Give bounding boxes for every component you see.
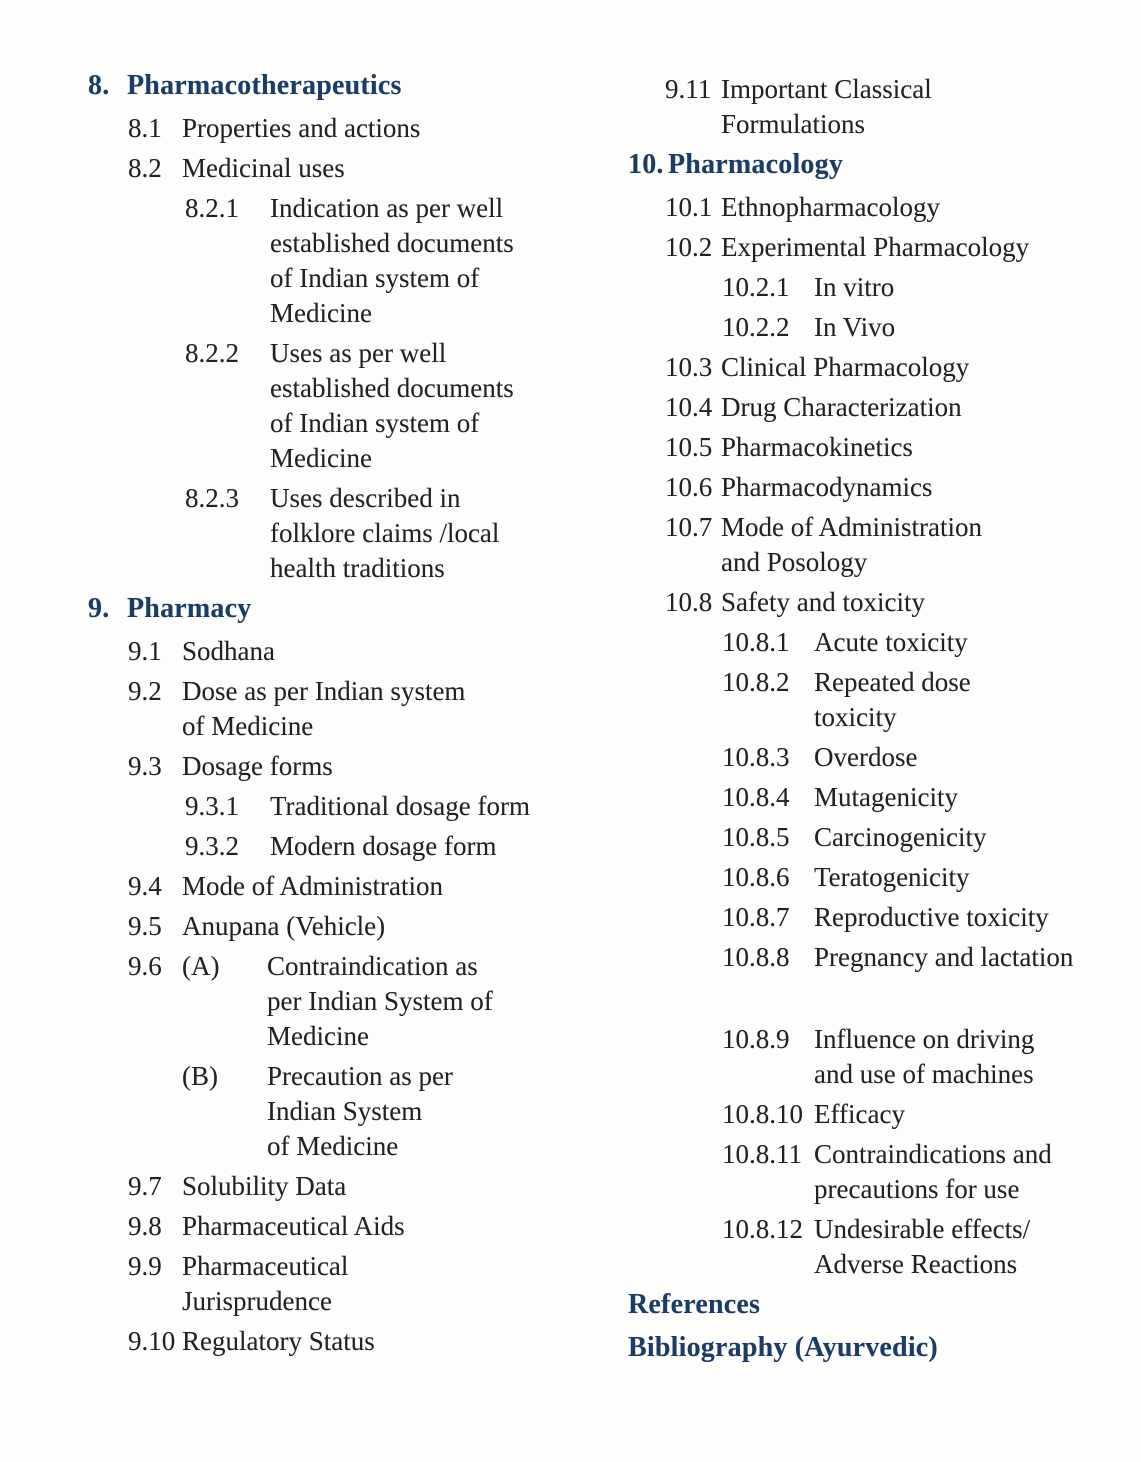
section-title: Pharmacology bbox=[668, 149, 844, 180]
entry-text-line: Drug Characterization bbox=[721, 392, 962, 422]
toc-column-left bbox=[86, 66, 616, 1364]
entry-text-line: Pharmaceutical bbox=[182, 1251, 349, 1281]
entry-number: 9.2 bbox=[128, 676, 162, 706]
toc-entry bbox=[128, 674, 616, 744]
entry-text-line: Formulations bbox=[721, 109, 866, 139]
entry-text-line: Medicine bbox=[270, 443, 372, 473]
entry-text bbox=[814, 740, 1131, 775]
entry-sub-letter: (A) bbox=[182, 951, 220, 981]
entry-number: 10.8.12 bbox=[722, 1214, 803, 1244]
toc-entry bbox=[665, 585, 1131, 620]
entry-text-line: per Indian System of bbox=[267, 986, 493, 1016]
entry-text bbox=[267, 1059, 616, 1164]
entry-text-line: Contraindications and bbox=[814, 1139, 1052, 1169]
entry-number: 10.2.1 bbox=[722, 272, 790, 302]
toc-entry bbox=[665, 390, 1131, 425]
entry-text bbox=[270, 481, 616, 586]
entry-number: 10.8.7 bbox=[722, 902, 790, 932]
entry-text-line: Repeated dose bbox=[814, 667, 971, 697]
toc-section-heading bbox=[628, 1330, 1131, 1366]
toc-entry bbox=[722, 1212, 1131, 1282]
entry-text bbox=[182, 1169, 616, 1204]
entry-number: 9.6 bbox=[128, 951, 162, 981]
entry-text bbox=[182, 111, 616, 146]
entry-text bbox=[721, 350, 1131, 385]
entry-number: 9.3.1 bbox=[185, 791, 239, 821]
entry-text-line: Regulatory Status bbox=[182, 1326, 375, 1356]
entry-text-line: Reproductive toxicity bbox=[814, 902, 1049, 932]
entry-number: 8.2 bbox=[128, 153, 162, 183]
toc-column-right bbox=[626, 72, 1131, 1373]
entry-text-line: health traditions bbox=[270, 553, 445, 583]
toc-entry bbox=[665, 350, 1131, 385]
toc-entry bbox=[128, 634, 616, 669]
toc-entry bbox=[665, 510, 1131, 580]
entry-text bbox=[721, 230, 1131, 265]
entry-text bbox=[182, 1209, 616, 1244]
entry-text-line: Influence on driving bbox=[814, 1024, 1035, 1054]
entry-text-line: Mode of Administration bbox=[721, 512, 982, 542]
entry-text-line: Traditional dosage form bbox=[270, 791, 530, 821]
entry-text-line: of Indian system of bbox=[270, 408, 480, 438]
entry-text-line: Anupana (Vehicle) bbox=[182, 911, 386, 941]
entry-text bbox=[182, 749, 616, 784]
entry-text-line: established documents bbox=[270, 228, 514, 258]
entry-text bbox=[721, 585, 1131, 620]
toc-entry bbox=[128, 1324, 616, 1359]
toc-section-heading bbox=[628, 1287, 1131, 1323]
toc-entry bbox=[722, 1137, 1131, 1207]
entry-text-line: Indication as per well bbox=[270, 193, 504, 223]
entry-text bbox=[814, 900, 1131, 935]
toc-entry bbox=[722, 1097, 1131, 1132]
entry-number: 8.2.1 bbox=[185, 193, 239, 223]
entry-text bbox=[814, 1022, 1131, 1092]
entry-number: 10.5 bbox=[665, 432, 713, 462]
entry-number: 9.3 bbox=[128, 751, 162, 781]
entry-number: 10.1 bbox=[665, 192, 713, 222]
entry-text-line: of Indian system of bbox=[270, 263, 480, 293]
entry-text-line: Undesirable effects/ bbox=[814, 1214, 1031, 1244]
entry-text-line: Sodhana bbox=[182, 636, 275, 666]
entry-number: 9.9 bbox=[128, 1251, 162, 1281]
entry-text-line: Indian System bbox=[267, 1096, 423, 1126]
entry-number: 10.8.10 bbox=[722, 1099, 803, 1129]
entry-number: 10.2.2 bbox=[722, 312, 790, 342]
entry-number: 10.8.1 bbox=[722, 627, 790, 657]
toc-entry bbox=[185, 829, 616, 864]
entry-text-line: Pharmacokinetics bbox=[721, 432, 913, 462]
entry-number: 10.6 bbox=[665, 472, 713, 502]
entry-text-line: established documents bbox=[270, 373, 514, 403]
entry-text bbox=[721, 190, 1131, 225]
toc-entry bbox=[722, 665, 1131, 735]
entry-number: 9.8 bbox=[128, 1211, 162, 1241]
entry-text-line: precautions for use bbox=[814, 1174, 1020, 1204]
toc-section-heading bbox=[88, 591, 616, 627]
entry-text bbox=[814, 665, 1131, 735]
entry-text bbox=[814, 860, 1131, 895]
entry-text-line: Pharmacodynamics bbox=[721, 472, 933, 502]
toc-section-heading bbox=[88, 68, 616, 104]
entry-text-line: Ethnopharmacology bbox=[721, 192, 940, 222]
entry-text bbox=[814, 940, 1131, 975]
entry-number: 9.11 bbox=[665, 74, 712, 104]
toc-entry bbox=[128, 909, 616, 944]
toc-entry bbox=[185, 191, 616, 331]
entry-text bbox=[270, 336, 616, 476]
section-title: References bbox=[628, 1289, 761, 1320]
entry-number: 8.1 bbox=[128, 113, 162, 143]
entry-number: 10.8.11 bbox=[722, 1139, 802, 1169]
entry-text-line: Medicinal uses bbox=[182, 153, 345, 183]
entry-number: 9.7 bbox=[128, 1171, 162, 1201]
toc-entry bbox=[128, 949, 616, 1054]
section-title: Pharmacotherapeutics bbox=[127, 70, 402, 101]
toc-entry bbox=[722, 625, 1131, 660]
entry-text-line: and Posology bbox=[721, 547, 868, 577]
entry-text bbox=[182, 151, 616, 186]
entry-number: 10.8.9 bbox=[722, 1024, 790, 1054]
entry-number: 10.8.4 bbox=[722, 782, 790, 812]
toc-section-heading bbox=[628, 147, 1131, 183]
entry-sub-letter: (B) bbox=[182, 1061, 218, 1091]
entry-text-line: Contraindication as bbox=[267, 951, 478, 981]
entry-text bbox=[814, 1097, 1131, 1132]
entry-text bbox=[182, 869, 616, 904]
entry-number: 10.4 bbox=[665, 392, 713, 422]
entry-text-line: of Medicine bbox=[182, 711, 314, 741]
entry-number: 10.8.2 bbox=[722, 667, 790, 697]
entry-text-line: Pregnancy and lactation bbox=[814, 942, 1074, 972]
toc-entry bbox=[665, 72, 1131, 142]
entry-text-line: toxicity bbox=[814, 702, 897, 732]
entry-number: 9.1 bbox=[128, 636, 162, 666]
entry-number: 10.3 bbox=[665, 352, 713, 382]
entry-number: 10.8.3 bbox=[722, 742, 790, 772]
toc-entry bbox=[128, 111, 616, 146]
entry-number: 9.5 bbox=[128, 911, 162, 941]
section-number: 9. bbox=[88, 593, 110, 624]
entry-text bbox=[814, 1212, 1131, 1282]
toc-entry bbox=[665, 430, 1131, 465]
entry-number: 9.3.2 bbox=[185, 831, 239, 861]
entry-text-line: and use of machines bbox=[814, 1059, 1034, 1089]
entry-text-line: Adverse Reactions bbox=[814, 1249, 1018, 1279]
entry-text bbox=[270, 789, 616, 824]
entry-text-line: Medicine bbox=[267, 1021, 369, 1051]
toc-entry bbox=[185, 789, 616, 824]
toc-entry bbox=[722, 1022, 1131, 1092]
entry-number: 10.8.6 bbox=[722, 862, 790, 892]
entry-text-line: In vitro bbox=[814, 272, 895, 302]
toc-entry bbox=[185, 336, 616, 476]
entry-text bbox=[721, 430, 1131, 465]
blank-line-spacer bbox=[626, 980, 1131, 1022]
entry-text-line: folklore claims /local bbox=[270, 518, 500, 548]
toc-entry bbox=[665, 470, 1131, 505]
entry-number: 10.2 bbox=[665, 232, 713, 262]
entry-text bbox=[814, 780, 1131, 815]
toc-entry bbox=[722, 860, 1131, 895]
entry-text-line: Carcinogenicity bbox=[814, 822, 987, 852]
entry-text-line: Overdose bbox=[814, 742, 918, 772]
entry-number: 9.10 bbox=[128, 1326, 176, 1356]
section-number: 10. bbox=[628, 149, 664, 180]
toc-entry bbox=[128, 1249, 616, 1319]
entry-text bbox=[270, 191, 616, 331]
entry-text bbox=[267, 949, 616, 1054]
entry-text-line: Uses as per well bbox=[270, 338, 447, 368]
entry-text-line: Efficacy bbox=[814, 1099, 905, 1129]
entry-text-line: Dose as per Indian system bbox=[182, 676, 466, 706]
entry-text-line: Clinical Pharmacology bbox=[721, 352, 970, 382]
entry-text bbox=[721, 72, 1131, 142]
entry-text-line: Properties and actions bbox=[182, 113, 421, 143]
entry-number: 10.8 bbox=[665, 587, 713, 617]
entry-text-line: Acute toxicity bbox=[814, 627, 968, 657]
toc-entry bbox=[128, 869, 616, 904]
toc-entry bbox=[722, 820, 1131, 855]
entry-text-line: Safety and toxicity bbox=[721, 587, 925, 617]
entry-text bbox=[814, 270, 1131, 305]
entry-text bbox=[814, 820, 1131, 855]
toc-entry bbox=[128, 1059, 616, 1164]
entry-text bbox=[721, 470, 1131, 505]
entry-number: 8.2.3 bbox=[185, 483, 239, 513]
entry-number: 8.2.2 bbox=[185, 338, 239, 368]
toc-entry bbox=[185, 481, 616, 586]
entry-text-line: Solubility Data bbox=[182, 1171, 347, 1201]
toc-entry bbox=[128, 1209, 616, 1244]
entry-number: 10.7 bbox=[665, 512, 713, 542]
toc-entry bbox=[722, 900, 1131, 935]
entry-number: 9.4 bbox=[128, 871, 162, 901]
entry-text bbox=[814, 310, 1131, 345]
toc-entry bbox=[128, 151, 616, 186]
entry-text bbox=[814, 1137, 1131, 1207]
entry-text-line: Important Classical bbox=[721, 74, 932, 104]
entry-text bbox=[814, 625, 1131, 660]
toc-entry bbox=[128, 749, 616, 784]
toc-entry bbox=[722, 780, 1131, 815]
section-title: Pharmacy bbox=[127, 593, 252, 624]
entry-text-line: of Medicine bbox=[267, 1131, 399, 1161]
entry-number: 10.8.5 bbox=[722, 822, 790, 852]
entry-text bbox=[182, 634, 616, 669]
entry-text bbox=[721, 390, 1131, 425]
entry-text-line: Mutagenicity bbox=[814, 782, 958, 812]
toc-entry bbox=[128, 1169, 616, 1204]
entry-text-line: Precaution as per bbox=[267, 1061, 453, 1091]
entry-text-line: Pharmaceutical Aids bbox=[182, 1211, 405, 1241]
entry-text-line: Modern dosage form bbox=[270, 831, 497, 861]
entry-text bbox=[182, 1324, 616, 1359]
entry-text-line: Jurisprudence bbox=[182, 1286, 332, 1316]
section-number: 8. bbox=[88, 70, 110, 101]
entry-text bbox=[270, 829, 616, 864]
entry-text-line: Mode of Administration bbox=[182, 871, 443, 901]
toc-entry bbox=[722, 740, 1131, 775]
entry-text-line: Experimental Pharmacology bbox=[721, 232, 1030, 262]
entry-text-line: Teratogenicity bbox=[814, 862, 970, 892]
entry-text bbox=[182, 1249, 616, 1319]
entry-text-line: In Vivo bbox=[814, 312, 896, 342]
entry-text bbox=[721, 510, 1131, 580]
section-title: Bibliography (Ayurvedic) bbox=[628, 1332, 938, 1363]
toc-entry bbox=[665, 230, 1131, 265]
toc-entry bbox=[722, 270, 1131, 305]
entry-number: 10.8.8 bbox=[722, 942, 790, 972]
entry-text-line: Uses described in bbox=[270, 483, 461, 513]
toc-entry bbox=[665, 190, 1131, 225]
entry-text bbox=[182, 674, 616, 744]
entry-text-line: Medicine bbox=[270, 298, 372, 328]
toc-entry bbox=[722, 940, 1131, 975]
entry-text-line: Dosage forms bbox=[182, 751, 333, 781]
entry-text bbox=[182, 909, 616, 944]
toc-entry bbox=[722, 310, 1131, 345]
